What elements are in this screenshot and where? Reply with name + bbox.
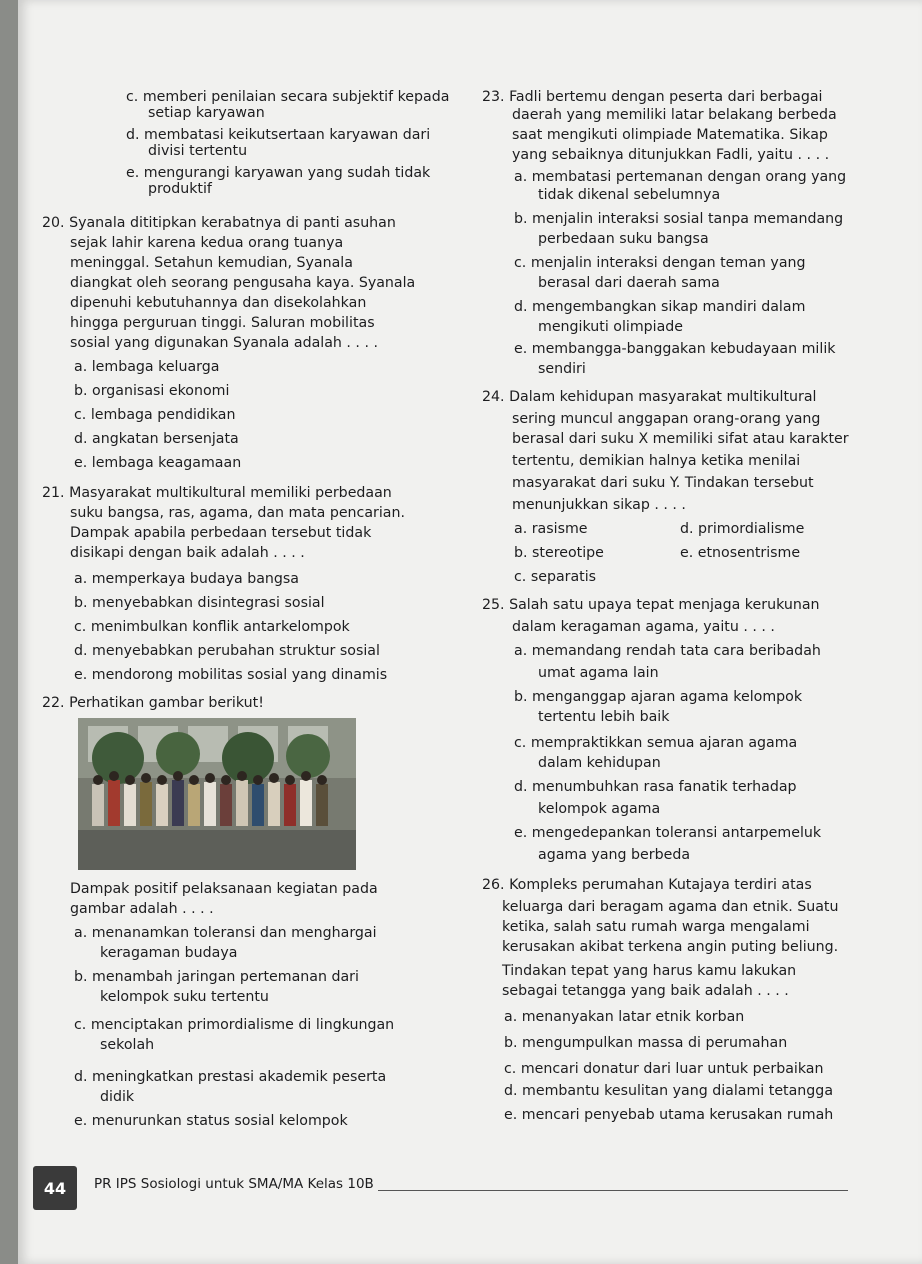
- text-line: c. mempraktikkan semua ajaran agama: [514, 735, 798, 751]
- text-line: sering muncul anggapan orang-orang yang: [512, 411, 821, 427]
- text-line: hingga perguruan tinggi. Saluran mobilitas: [70, 315, 375, 331]
- text-line: berasal dari daerah sama: [538, 275, 720, 291]
- text-line: berasal dari suku X memiliki sifat atau karakter: [512, 431, 849, 447]
- text-line: e. lembaga keagamaan: [74, 455, 242, 471]
- text-line: kelompok suku tertentu: [100, 989, 269, 1005]
- text-line: d. menumbuhkan rasa fanatik terhadap: [514, 779, 797, 795]
- text-line: 20. Syanala dititipkan kerabatnya di panti asuhan: [42, 215, 396, 231]
- text-line: 26. Kompleks perumahan Kutajaya terdiri atas: [482, 877, 812, 893]
- text-line: meninggal. Setahun kemudian, Syanala: [70, 255, 353, 271]
- text-line: umat agama lain: [538, 665, 659, 681]
- page-number: 44: [33, 1166, 77, 1210]
- text-line: d. membantu kesulitan yang dialami tetangga: [504, 1083, 834, 1099]
- text-line: e. menurunkan status sosial kelompok: [74, 1113, 348, 1129]
- text-line: b. menganggap ajaran agama kelompok: [514, 689, 803, 705]
- text-line: a. memperkaya budaya bangsa: [74, 571, 299, 587]
- text-line: e. mencari penyebab utama kerusakan rumah: [504, 1107, 834, 1123]
- text-line: masyarakat dari suku Y. Tindakan tersebut: [512, 475, 814, 491]
- text-line: diangkat oleh seorang pengusaha kaya. Syanala: [70, 275, 416, 291]
- text-line: disikapi dengan baik adalah . . . .: [70, 545, 305, 561]
- text-line: e. mengurangi karyawan yang sudah tidak: [126, 165, 431, 181]
- text-line: c. mencari donatur dari luar untuk perbaikan: [504, 1061, 824, 1077]
- group-photo-illustration: [78, 718, 356, 870]
- text-line: 23. Fadli bertemu dengan peserta dari berbagai: [482, 89, 823, 105]
- book-title: PR IPS Sosiologi untuk SMA/MA Kelas 10B: [94, 1176, 374, 1192]
- text-line: b. mengumpulkan massa di perumahan: [504, 1035, 788, 1051]
- text-line: keragaman budaya: [100, 945, 238, 961]
- text-line: yang sebaiknya ditunjukkan Fadli, yaitu . . . .: [512, 147, 830, 163]
- text-line: Dampak apabila perbedaan tersebut tidak: [70, 525, 372, 541]
- text-line: b. menjalin interaksi sosial tanpa memandang: [514, 211, 844, 227]
- text-line: Tindakan tepat yang harus kamu lakukan: [502, 963, 797, 979]
- text-line: didik: [100, 1089, 135, 1105]
- text-line: tertentu lebih baik: [538, 709, 670, 725]
- text-line: Dampak positif pelaksanaan kegiatan pada: [70, 881, 378, 897]
- text-line: c. menciptakan primordialisme di lingkungan: [74, 1017, 395, 1033]
- text-line: saat mengikuti olimpiade Matematika. Sikap: [512, 127, 828, 143]
- text-line: setiap karyawan: [148, 105, 265, 121]
- text-line: menunjukkan sikap . . . .: [512, 497, 686, 513]
- text-line: d. mengembangkan sikap mandiri dalam: [514, 299, 806, 315]
- text-line: a. rasisme: [514, 521, 588, 537]
- text-line: c. separatis: [514, 569, 597, 585]
- text-line: d. membatasi keikutsertaan karyawan dari: [126, 127, 431, 143]
- text-line: kelompok agama: [538, 801, 661, 817]
- text-line: c. menjalin interaksi dengan teman yang: [514, 255, 806, 271]
- text-line: d. meningkatkan prestasi akademik peserta: [74, 1069, 387, 1085]
- text-line: mengikuti olimpiade: [538, 319, 684, 335]
- text-line: perbedaan suku bangsa: [538, 231, 709, 247]
- text-line: c. lembaga pendidikan: [74, 407, 236, 423]
- footer-divider: [378, 1190, 848, 1191]
- text-line: a. menanyakan latar etnik korban: [504, 1009, 745, 1025]
- text-line: e. etnosentrisme: [680, 545, 801, 561]
- group-photo: [78, 718, 356, 870]
- text-line: suku bangsa, ras, agama, dan mata pencarian.: [70, 505, 406, 521]
- text-line: d. angkatan bersenjata: [74, 431, 239, 447]
- text-line: a. lembaga keluarga: [74, 359, 220, 375]
- text-line: 22. Perhatikan gambar berikut!: [42, 695, 264, 711]
- text-line: agama yang berbeda: [538, 847, 691, 863]
- text-line: gambar adalah . . . .: [70, 901, 214, 917]
- text-line: b. organisasi ekonomi: [74, 383, 230, 399]
- text-line: 24. Dalam kehidupan masyarakat multikultural: [482, 389, 817, 405]
- text-line: d. primordialisme: [680, 521, 805, 537]
- text-line: tidak dikenal sebelumnya: [538, 187, 721, 203]
- text-line: kerusakan akibat terkena angin puting beliung.: [502, 939, 839, 955]
- text-line: e. membangga-banggakan kebudayaan milik: [514, 341, 836, 357]
- text-line: a. membatasi pertemanan dengan orang yang: [514, 169, 847, 185]
- textbook-page: [18, 0, 922, 1264]
- text-line: ketika, salah satu rumah warga mengalami: [502, 919, 810, 935]
- text-line: b. menyebabkan disintegrasi sosial: [74, 595, 325, 611]
- text-line: produktif: [148, 181, 212, 197]
- text-line: a. memandang rendah tata cara beribadah: [514, 643, 821, 659]
- text-line: b. stereotipe: [514, 545, 604, 561]
- text-line: b. menambah jaringan pertemanan dari: [74, 969, 359, 985]
- text-line: dipenuhi kebutuhannya dan disekolahkan: [70, 295, 367, 311]
- text-line: sejak lahir karena kedua orang tuanya: [70, 235, 344, 251]
- text-line: d. menyebabkan perubahan struktur sosial: [74, 643, 380, 659]
- text-line: 21. Masyarakat multikultural memiliki perbedaan: [42, 485, 392, 501]
- text-line: dalam keragaman agama, yaitu . . . .: [512, 619, 775, 635]
- text-line: daerah yang memiliki latar belakang berbeda: [512, 107, 837, 123]
- text-line: divisi tertentu: [148, 143, 248, 159]
- text-line: a. menanamkan toleransi dan menghargai: [74, 925, 377, 941]
- text-line: sosial yang digunakan Syanala adalah . . . .: [70, 335, 378, 351]
- text-line: keluarga dari beragam agama dan etnik. Suatu: [502, 899, 839, 915]
- text-line: c. menimbulkan konflik antarkelompok: [74, 619, 350, 635]
- text-line: 25. Salah satu upaya tepat menjaga kerukunan: [482, 597, 820, 613]
- text-line: tertentu, demikian halnya ketika menilai: [512, 453, 801, 469]
- text-line: e. mendorong mobilitas sosial yang dinamis: [74, 667, 388, 683]
- text-line: sendiri: [538, 361, 586, 377]
- text-line: sebagai tetangga yang baik adalah . . . .: [502, 983, 789, 999]
- text-line: c. memberi penilaian secara subjektif kepada: [126, 89, 450, 105]
- text-line: sekolah: [100, 1037, 155, 1053]
- text-line: dalam kehidupan: [538, 755, 661, 771]
- text-line: e. mengedepankan toleransi antarpemeluk: [514, 825, 822, 841]
